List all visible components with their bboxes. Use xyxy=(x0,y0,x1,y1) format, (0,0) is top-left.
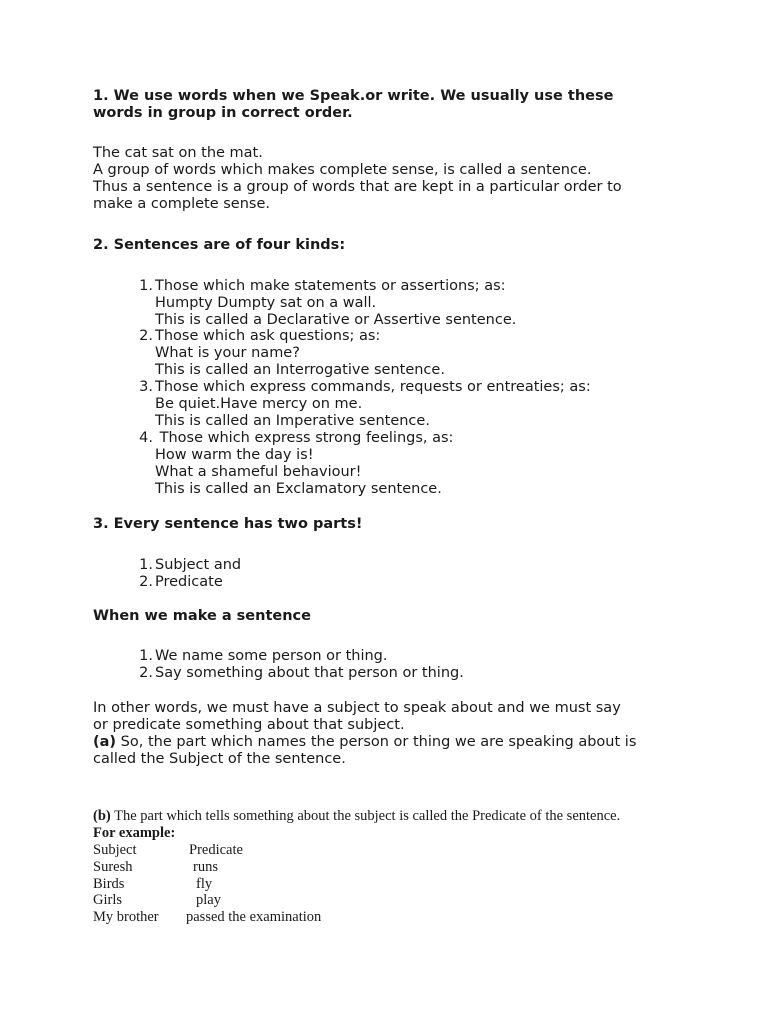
list-number: 3. xyxy=(139,379,153,395)
example-subject: My brother xyxy=(93,909,159,925)
list-item xyxy=(139,557,242,574)
section3-heading: 3. Every sentence has two parts! xyxy=(93,516,363,532)
list-item-text: Predicate xyxy=(155,574,223,590)
example-label: For example: xyxy=(93,825,176,841)
list-item-text: We name some person or thing. xyxy=(155,648,388,664)
list-item xyxy=(139,379,591,396)
example-predicate: runs xyxy=(193,859,218,875)
section1-para-line: The cat sat on the mat. xyxy=(93,145,263,161)
label-b: (b) xyxy=(93,808,111,824)
section1-para-line: Thus a sentence is a group of words that are kept in a particular order to xyxy=(93,179,622,195)
section1-heading-line2: words in group in correct order. xyxy=(93,105,353,121)
list-item-text: Those which express commands, requests or entreaties; as: xyxy=(155,379,591,395)
example-predicate: Predicate xyxy=(189,842,243,858)
example-subject: Suresh xyxy=(93,859,133,875)
section4-a-line2: called the Subject of the sentence. xyxy=(93,751,346,767)
list-item xyxy=(139,665,464,682)
section4-para-line: or predicate something about that subject. xyxy=(93,717,405,733)
list-item-text: Subject and xyxy=(155,557,242,573)
list-item-line: What a shameful behaviour! xyxy=(155,464,362,480)
list-item-line: This is called an Exclamatory sentence. xyxy=(155,481,442,497)
example-subject: Birds xyxy=(93,876,125,892)
section4-heading: When we make a sentence xyxy=(93,608,311,624)
list-item xyxy=(139,648,388,665)
list-item xyxy=(139,328,381,345)
list-number: 1. xyxy=(139,278,153,294)
section1-para-line: make a complete sense. xyxy=(93,196,271,212)
section4-a-line xyxy=(93,734,636,751)
list-item-text: Those which express strong feelings, as: xyxy=(155,430,454,446)
list-item xyxy=(139,278,506,295)
list-number: 2. xyxy=(139,665,153,681)
example-predicate: passed the examination xyxy=(186,909,322,925)
list-number: 2. xyxy=(139,328,153,344)
section1-heading-line1: 1. We use words when we Speak.or write. We usually use these xyxy=(93,88,614,104)
list-number: 2. xyxy=(139,574,153,590)
list-item-line: This is called an Imperative sentence. xyxy=(155,413,430,429)
list-item xyxy=(139,430,454,447)
list-number: 1. xyxy=(139,648,153,664)
section5-b-line xyxy=(93,808,620,825)
section1-para-line: A group of words which makes complete sense, is called a sentence. xyxy=(93,162,592,178)
b-text: The part which tells something about the subject is called the Predicate of the sentence. xyxy=(110,808,621,824)
list-item-line: How warm the day is! xyxy=(155,447,314,463)
list-item xyxy=(139,574,223,591)
list-item-text: Those which make statements or assertions; as: xyxy=(155,278,506,294)
list-item-line: What is your name? xyxy=(155,345,300,361)
list-number: 1. xyxy=(139,557,153,573)
a-text: So, the part which names the person or thing we are speaking about is xyxy=(116,734,637,750)
list-item-text: Say something about that person or thing. xyxy=(155,665,464,681)
list-number: 4. xyxy=(139,430,153,446)
example-subject: Girls xyxy=(93,892,122,908)
example-predicate: play xyxy=(196,892,221,908)
list-item-text: Those which ask questions; as: xyxy=(155,328,381,344)
list-item-line: This is called a Declarative or Assertive sentence. xyxy=(155,312,517,328)
section4-para-line: In other words, we must have a subject to speak about and we must say xyxy=(93,700,621,716)
list-item-line: Be quiet.Have mercy on me. xyxy=(155,396,363,412)
list-item-line: Humpty Dumpty sat on a wall. xyxy=(155,295,377,311)
example-predicate: fly xyxy=(196,876,213,892)
list-item-line: This is called an Interrogative sentence. xyxy=(155,362,445,378)
example-subject: Subject xyxy=(93,842,137,858)
label-a: (a) xyxy=(93,734,117,750)
section2-heading: 2. Sentences are of four kinds: xyxy=(93,237,346,253)
